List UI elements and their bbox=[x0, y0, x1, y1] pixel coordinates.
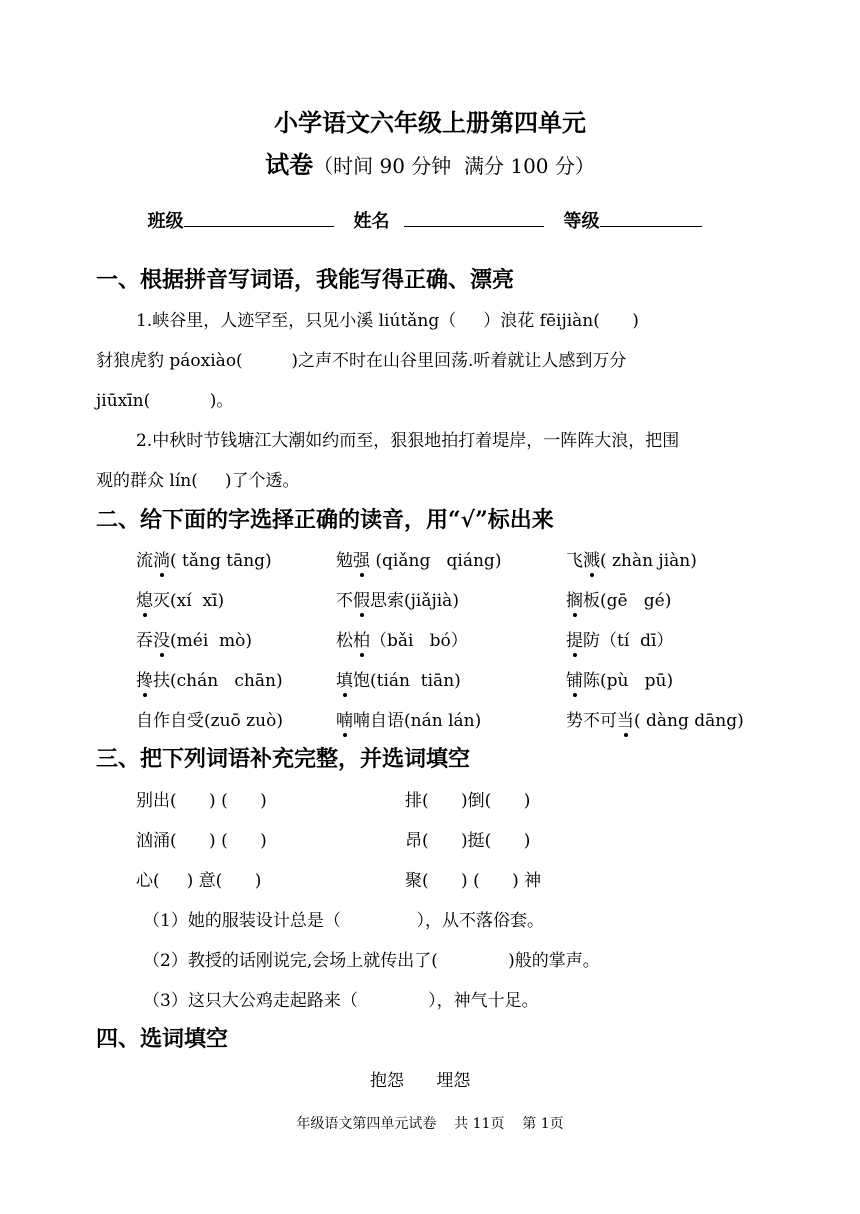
q2-item-options: ( tǎng tāng) bbox=[170, 551, 272, 571]
q2-item bbox=[136, 586, 224, 611]
page-subtitle bbox=[0, 145, 860, 180]
q3-sentence-2: （2）教授的话刚说完,会场上就传出了( )般的掌声。 bbox=[143, 951, 600, 971]
q1-line-5: 观的群众 lín( )了个透。 bbox=[96, 471, 300, 491]
q2-item-options: ( zhàn jiàn) bbox=[600, 551, 697, 571]
q2-item bbox=[566, 546, 697, 571]
class-blank bbox=[184, 208, 334, 227]
q3-row-1-right: 排( )倒( ) bbox=[405, 791, 531, 811]
q2-item-prefix: 势不可 bbox=[566, 711, 617, 731]
q1-line-2: 豺狼虎豹 páoxiào( )之声不时在山谷里回荡.听着就让人感到万分 bbox=[96, 351, 627, 371]
grade-blank bbox=[600, 208, 702, 227]
q2-item bbox=[136, 706, 283, 731]
q2-item-target-char: 假 bbox=[353, 586, 370, 611]
q2-item bbox=[336, 546, 501, 571]
q2-item-target-char: 提 bbox=[566, 626, 583, 651]
q2-item-options: 喃自语(nán lán) bbox=[353, 711, 482, 731]
q2-item-prefix: 飞 bbox=[566, 551, 583, 571]
grade-label: 等级 bbox=[563, 211, 600, 232]
page-footer: 年级语文第四单元试卷 共 11页 第 1页 bbox=[296, 1116, 564, 1132]
q2-item-target-char: 强 bbox=[353, 546, 370, 571]
q3-row-2-left: 汹涌( ) ( ) bbox=[136, 831, 267, 851]
q2-item-options: 防（tí dī） bbox=[583, 631, 674, 651]
q3-row-3-left: 心( ) 意( ) bbox=[136, 871, 262, 891]
q4-word-choices: 抱怨 埋怨 bbox=[370, 1071, 471, 1091]
q2-item-options: (méi mò) bbox=[170, 631, 253, 651]
q1-line-4: 2.中秋时节钱塘江大潮如约而至，狠狠地拍打着堤岸，一阵阵大浪，把围 bbox=[136, 431, 680, 451]
page-title: 小学语文六年级上册第四单元 bbox=[274, 108, 586, 137]
q2-item-target-char: 溅 bbox=[583, 546, 600, 571]
q3-row-3-right: 聚( ) ( ) 神 bbox=[405, 871, 542, 891]
q2-item-target-char: 搀 bbox=[136, 666, 153, 691]
q2-item bbox=[136, 626, 252, 651]
q1-line-1: 1.峡谷里，人迹罕至，只见小溪 liútǎng（ ）浪花 fēijiàn( ) bbox=[136, 311, 639, 331]
q3-sentence-1: （1）她的服装设计总是（ ），从不落俗套。 bbox=[143, 911, 544, 931]
student-info bbox=[135, 186, 702, 233]
q2-item-prefix: 流 bbox=[136, 551, 153, 571]
name-blank bbox=[404, 208, 544, 227]
q2-item-options: （bǎi bó） bbox=[370, 631, 468, 651]
class-label: 班级 bbox=[147, 211, 184, 232]
q2-item bbox=[566, 666, 673, 691]
q1-line-3: jiūxīn( )。 bbox=[96, 391, 234, 411]
q2-item bbox=[336, 666, 461, 691]
q2-item-options: 扶(chán chān) bbox=[153, 671, 283, 691]
q2-item bbox=[336, 586, 459, 611]
q2-item-target-char: 搁 bbox=[566, 586, 583, 611]
q2-item-target-char: 没 bbox=[153, 626, 170, 651]
name-label: 姓名 bbox=[353, 211, 390, 232]
section-2-heading: 二、给下面的字选择正确的读音，用“√”标出来 bbox=[96, 507, 554, 533]
q2-item-options: 饱(tián tiān) bbox=[353, 671, 461, 691]
q2-item-prefix: 勉 bbox=[336, 551, 353, 571]
q2-item-target-char: 填 bbox=[336, 666, 353, 691]
q2-item-prefix: 自作自受 bbox=[136, 711, 204, 731]
q2-item-target-char: 淌 bbox=[153, 546, 170, 571]
q2-item-target-char: 铺 bbox=[566, 666, 583, 691]
q3-row-2-right: 昂( )挺( ) bbox=[405, 831, 531, 851]
q2-item-options: 灭(xí xī) bbox=[153, 591, 225, 611]
q2-item-options: 板(gē gé) bbox=[583, 591, 672, 611]
section-1-heading: 一、根据拼音写词语，我能写得正确、漂亮 bbox=[96, 267, 515, 293]
q2-item-target-char: 熄 bbox=[136, 586, 153, 611]
q2-item-options: (qiǎng qiáng) bbox=[370, 551, 502, 571]
q2-item bbox=[566, 706, 744, 731]
q2-item-prefix: 松 bbox=[336, 631, 353, 651]
section-4-heading: 四、选词填空 bbox=[96, 1026, 229, 1052]
section-3-heading: 三、把下列词语补充完整，并选词填空 bbox=[96, 746, 471, 772]
q2-item bbox=[336, 706, 481, 731]
q3-row-1-left: 别出( ) ( ) bbox=[136, 791, 267, 811]
q2-item bbox=[136, 666, 283, 691]
q2-item bbox=[566, 626, 673, 651]
q2-item-target-char: 柏 bbox=[353, 626, 370, 651]
subtitle-bold: 试卷 bbox=[265, 150, 314, 179]
q2-item-target-char: 当 bbox=[617, 706, 634, 731]
q2-item bbox=[336, 626, 468, 651]
q2-item-options: (zuō zuò) bbox=[204, 711, 283, 731]
q2-item bbox=[136, 546, 272, 571]
q2-item-prefix: 不 bbox=[336, 591, 353, 611]
q2-item bbox=[566, 586, 671, 611]
q2-item-options: ( dàng dāng) bbox=[634, 711, 744, 731]
q3-sentence-3: （3）这只大公鸡走起路来（ ），神气十足。 bbox=[143, 991, 539, 1011]
q2-item-options: 思索(jiǎjià) bbox=[370, 591, 459, 611]
q2-item-prefix: 吞 bbox=[136, 631, 153, 651]
q2-item-options: 陈(pù pū) bbox=[583, 671, 674, 691]
subtitle-time: （时间 90 分钟 满分 100 分） bbox=[313, 154, 595, 178]
q2-item-target-char: 喃 bbox=[336, 706, 353, 731]
